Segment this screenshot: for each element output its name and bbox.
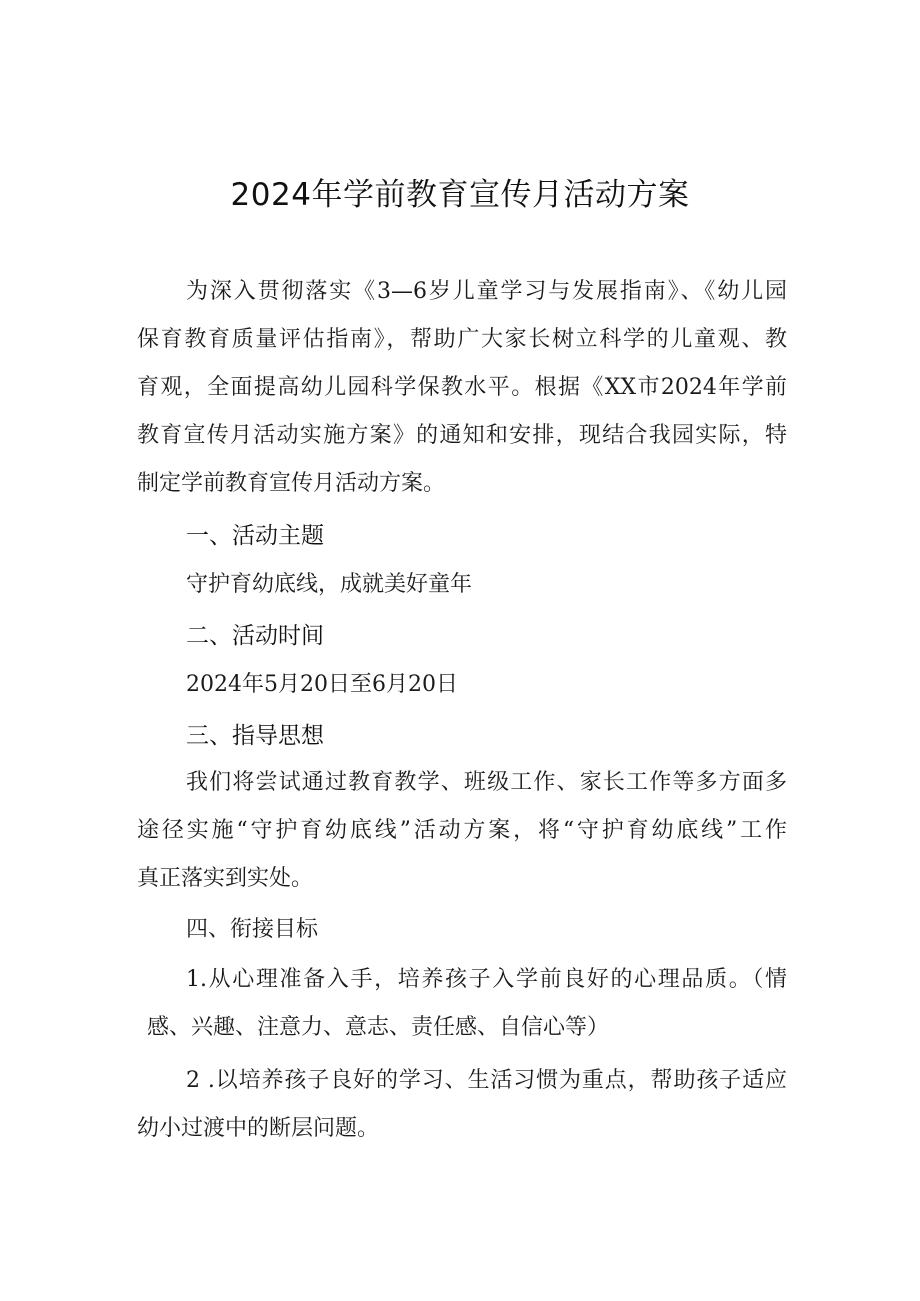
intro-line-2: 保育教育质量评估指南》，帮助广大家长树立科学的儿童观、教 <box>137 327 787 352</box>
section-heading-goals: 四、衔接目标 <box>186 917 319 942</box>
document-title: 2024年学前教育宣传月活动方案 <box>230 177 690 213</box>
guiding-line-2: 途径实施“守护育幼底线”活动方案，将“守护育幼底线”工作 <box>137 818 787 843</box>
goal-item-1-line-2: 感、兴趣、注意力、意志、责任感、自信心等） <box>147 1015 610 1040</box>
section-text-theme: 守护育幼底线，成就美好童年 <box>186 572 473 597</box>
intro-line-3: 育观，全面提高幼儿园科学保教水平。根据《XX市2024年学前 <box>137 375 787 400</box>
guiding-line-3: 真正落实到实处。 <box>137 866 314 891</box>
section-heading-guiding: 三、指导思想 <box>186 723 324 749</box>
goal-item-2-line-1: 2 .以培养孩子良好的学习、生活习惯为重点，帮助孩子适应 <box>186 1068 787 1093</box>
section-heading-theme: 一、活动主题 <box>186 523 324 549</box>
section-heading-time: 二、活动时间 <box>186 623 324 649</box>
guiding-line-1: 我们将尝试通过教育教学、班级工作、家长工作等多方面多 <box>186 770 787 795</box>
intro-line-5: 制定学前教育宣传月活动方案。 <box>137 471 446 496</box>
intro-line-4: 教育宣传月活动实施方案》的通知和安排，现结合我园实际，特 <box>137 423 787 448</box>
intro-line-1: 为深入贯彻落实《3—6岁儿童学习与发展指南》、《幼儿园 <box>186 279 787 304</box>
goal-item-1-line-1: 1.从心理准备入手，培养孩子入学前良好的心理品质。（情 <box>186 967 787 992</box>
goal-item-2-line-2: 幼小过渡中的断层问题。 <box>137 1116 380 1141</box>
section-text-time: 2024年5月20日至6月20日 <box>186 672 458 697</box>
